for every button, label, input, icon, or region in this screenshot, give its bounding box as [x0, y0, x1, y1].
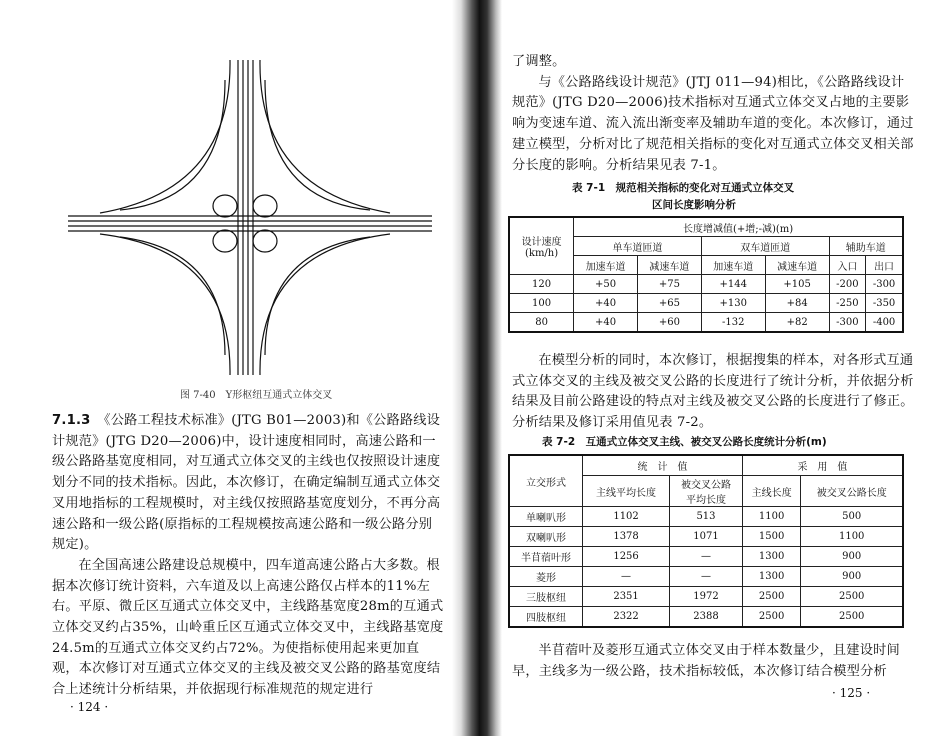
table-cell: 900	[801, 567, 903, 587]
table-cell: -300	[829, 313, 866, 333]
table-cell: —	[670, 547, 743, 567]
table-cell: 菱形	[509, 567, 583, 587]
table-cell: 单喇叭形	[509, 507, 583, 527]
table-cell: 2500	[742, 607, 801, 628]
table-cell: 2388	[670, 607, 743, 628]
book-spine	[452, 0, 502, 736]
table-cell: 1102	[583, 507, 670, 527]
table-row	[509, 567, 903, 587]
right-body-text-bottom	[512, 641, 914, 682]
table-header: 出口	[866, 256, 903, 275]
table-cell: -350	[866, 294, 903, 313]
table-header: 采 用 值	[742, 455, 903, 476]
left-page	[0, 0, 452, 736]
table-header: 单车道匝道	[574, 237, 702, 256]
table-cell: 2500	[801, 587, 903, 607]
table-row	[509, 507, 903, 527]
table-cell: -250	[829, 294, 866, 313]
table-cell: 2322	[583, 607, 670, 628]
table-7-2	[508, 454, 904, 628]
table-cell: 2351	[583, 587, 670, 607]
table-cell: +130	[701, 294, 765, 313]
paragraph: 与《公路路线设计规范》(JTJ 011—94)相比，《公路路线设计规范》(JTG D20—2006)技术指标对互通式立体交叉占地的主要影响为变速车道、流入流出渐变率及辅助车道的变化。本次修订，通过建立模型，分析对比了规范相关指标的变化对互通式立体交叉相关部分长度的影响。分析结果见表 7-1。	[512, 74, 914, 173]
figure-caption: 图 7-40 Y形枢纽互通式立体交叉	[180, 390, 333, 401]
table-cell: 120	[509, 275, 574, 294]
table-cell: +82	[765, 313, 829, 333]
table-caption: 表 7-2 互通式立体交叉主线、被交叉公路长度统计分析(m)	[542, 436, 827, 448]
table-header: 主线平均长度	[583, 476, 670, 507]
paragraph: 在全国高速公路建设总规模中，四车道高速公路占大多数。根据本次修订统计资料，六车道及以上高速公路仅占样本的11%左右。平原、微丘区互通式立体交叉中，主线路基宽度28m的互通式立体交叉约占35%，山岭重丘区互通式立体交叉中，主线路基宽度24.5m的互通式立体交叉约占72%。为使指标使用起来更加直观，本次修订对互通式立体交叉的主线及被交叉公路的路基宽度结合上述统计分析结果，并依据现行标准规范的规定进行	[52, 557, 444, 698]
table-cell: 500	[801, 507, 903, 527]
right-page	[502, 0, 934, 736]
table-cell: +60	[638, 313, 702, 333]
paragraph: 在模型分析的同时，本次修订，根据搜集的样本，对各形式互通式立体交叉的主线及被交叉公路的长度进行了统计分析，并依据分析结果及目前公路建设的特点对主线及被交叉公路的长度进行了修正。分析结果及修订采用值见表 7-2。	[512, 353, 914, 431]
table-header: 立交形式	[509, 455, 583, 507]
table-row	[509, 607, 903, 628]
table-cell: 100	[509, 294, 574, 313]
table-cell: +75	[638, 275, 702, 294]
table-header: 减速车道	[765, 256, 829, 275]
table-header: 设计速度 (km/h)	[509, 217, 574, 275]
left-body-text	[52, 411, 444, 701]
table-header: 加速车道	[574, 256, 638, 275]
section-number: 7.1.3	[52, 413, 91, 428]
table-7-1	[508, 216, 904, 333]
table-cell: 1300	[742, 567, 801, 587]
table-cell: 四肢枢纽	[509, 607, 583, 628]
table-cell: —	[583, 567, 670, 587]
right-body-text-top	[512, 52, 914, 176]
table-cell: 1100	[801, 527, 903, 547]
table-row	[509, 527, 903, 547]
table-cell: +40	[574, 313, 638, 333]
table-cell: 1972	[670, 587, 743, 607]
right-body-text-mid	[512, 351, 914, 434]
interchange-figure	[60, 50, 440, 385]
table-cell: +50	[574, 275, 638, 294]
table-caption: 区间长度影响分析	[652, 199, 736, 211]
table-cell: 双喇叭形	[509, 527, 583, 547]
page-number: · 125 ·	[832, 686, 871, 700]
table-cell: 2500	[742, 587, 801, 607]
table-header: 辅助车道	[829, 237, 903, 256]
table-caption: 表 7-1 规范相关指标的变化对互通式立体交叉	[572, 182, 795, 194]
table-cell: -300	[866, 275, 903, 294]
table-cell: 1378	[583, 527, 670, 547]
table-header: 加速车道	[701, 256, 765, 275]
table-header: 入口	[829, 256, 866, 275]
table-header: 减速车道	[638, 256, 702, 275]
table-header: 双车道匝道	[701, 237, 829, 256]
table-cell: -132	[701, 313, 765, 333]
paragraph: 《公路工程技术标准》(JTG B01—2003)和《公路路线设计规范》(JTG D20—2006)中，设计速度相同时，高速公路和一级公路路基宽度相同，对互通式立体交叉的主线也仅按照设计速度划分不同的技术指标。因此，本次修订，在确定编制互通式立体交叉用地指标的工程规模时，对主线仅按照路基宽度划分，不再分高速公路和一级公路(原指标的工程规模按高速公路和一级公路分别规定)。	[52, 413, 441, 553]
paragraph: 半苜蓿叶及菱形互通式立体交叉由于样本数量少，且建设时间早，主线多为一级公路，技术指标较低，本次修订结合模型分析	[512, 643, 900, 679]
table-header: 主线长度	[742, 476, 801, 507]
table-row	[509, 587, 903, 607]
table-cell: 1071	[670, 527, 743, 547]
table-cell: 513	[670, 507, 743, 527]
table-cell: 三肢枢纽	[509, 587, 583, 607]
table-cell: -400	[866, 313, 903, 333]
table-cell: +144	[701, 275, 765, 294]
table-header: 长度增减值(+增;-减)(m)	[574, 217, 903, 237]
table-cell: 2500	[801, 607, 903, 628]
table-cell: -200	[829, 275, 866, 294]
table-cell: —	[670, 567, 743, 587]
table-cell: 900	[801, 547, 903, 567]
table-row	[509, 313, 903, 333]
table-cell: 1500	[742, 527, 801, 547]
table-cell: +40	[574, 294, 638, 313]
table-row	[509, 275, 903, 294]
table-cell: 1100	[742, 507, 801, 527]
table-row	[509, 294, 903, 313]
paragraph: 了调整。	[512, 54, 566, 69]
table-cell: 80	[509, 313, 574, 333]
table-cell: +84	[765, 294, 829, 313]
page-number: · 124 ·	[70, 700, 109, 714]
table-cell: +105	[765, 275, 829, 294]
table-header: 被交叉公路 平均长度	[670, 476, 743, 507]
table-cell: 半苜蓿叶形	[509, 547, 583, 567]
table-cell: +65	[638, 294, 702, 313]
table-cell: 1300	[742, 547, 801, 567]
table-cell: 1256	[583, 547, 670, 567]
table-row	[509, 547, 903, 567]
table-header: 被交叉公路长度	[801, 476, 903, 507]
table-header: 统 计 值	[583, 455, 743, 476]
